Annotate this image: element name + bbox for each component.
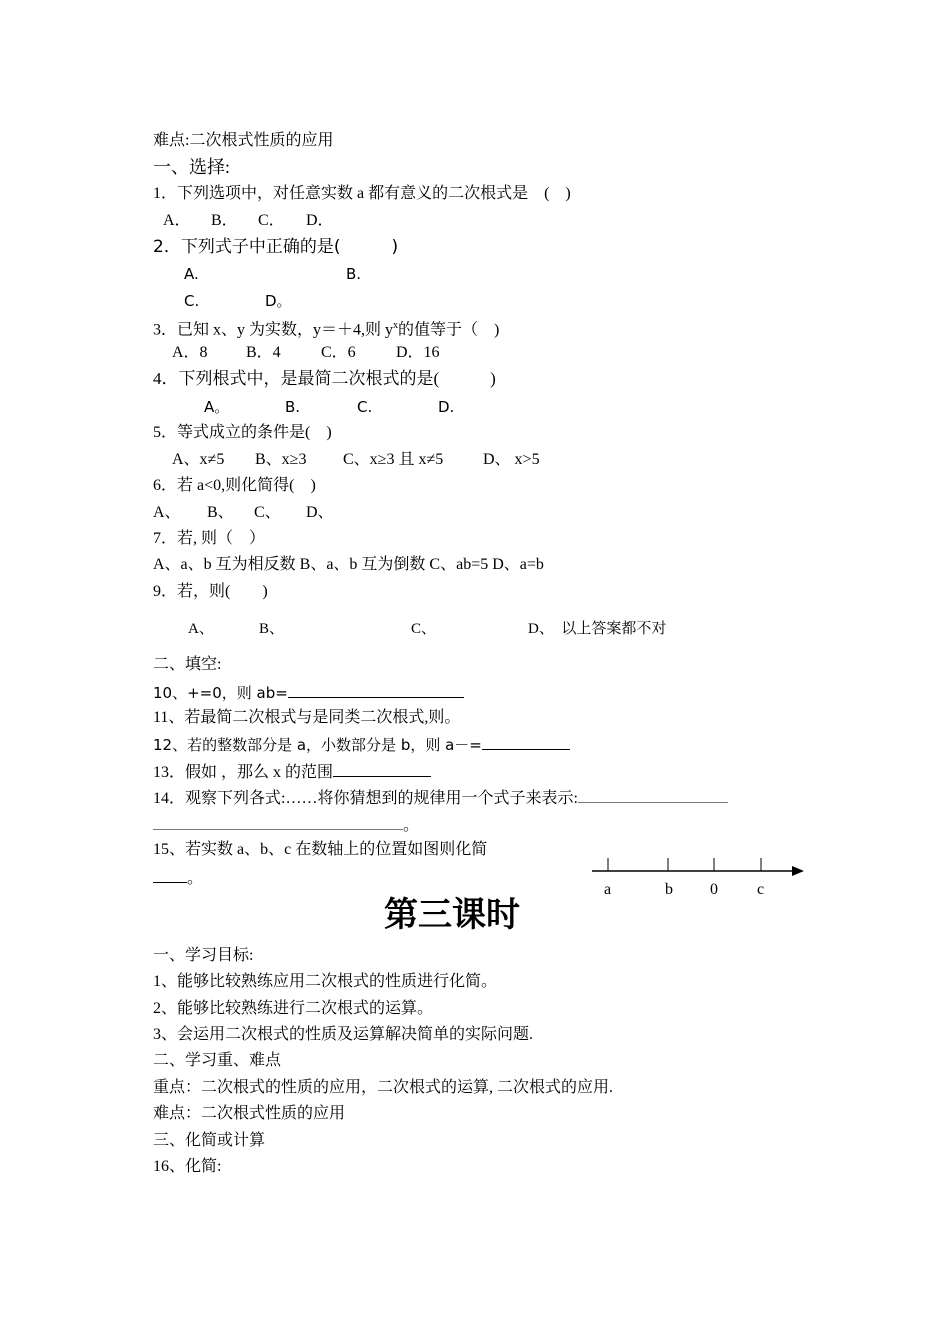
label-c: c xyxy=(757,881,765,898)
intro-difficulty-line: 难点:二次根式性质的应用 xyxy=(153,132,334,149)
q3-option-d: D．16 xyxy=(396,344,440,361)
q14-text: 14．观察下列各式:……将你猜想到的规律用一个式子来表示: xyxy=(153,790,578,807)
question-1: 1．下列选项中，对任意实数 a 都有意义的二次根式是 ( ) xyxy=(153,185,571,202)
q1-option-d: D． xyxy=(306,212,334,229)
q4-option-a: A。 xyxy=(204,398,230,416)
lesson3-heading: 第三课时 xyxy=(384,895,520,935)
q9-option-d: D、 以上答案都不对 xyxy=(528,621,667,637)
goal-1: 1、能够比较熟练应用二次根式的性质进行化简。 xyxy=(153,973,498,990)
q7-options: A、a、b 互为相反数 B、a、b 互为倒数 C、ab=5 D、a=b xyxy=(153,556,544,573)
label-zero: 0 xyxy=(710,881,718,898)
goal-2: 2、能够比较熟练进行二次根式的运算。 xyxy=(153,1000,434,1017)
label-a: a xyxy=(604,881,612,898)
question-16: 16、化简: xyxy=(153,1158,222,1175)
q6-option-d: D、 xyxy=(306,504,334,521)
q14-answer-blank-2[interactable] xyxy=(153,813,403,830)
question-2: 2．下列式子中正确的是( ) xyxy=(153,237,399,257)
q2-option-a: A. xyxy=(184,265,199,283)
q12-answer-blank[interactable] xyxy=(482,733,570,750)
key-points-title: 二、学习重、难点 xyxy=(153,1052,282,1069)
q9-option-b: B、 xyxy=(259,621,285,637)
q3-text-after: 的值等于（ ) xyxy=(398,321,500,339)
q6-option-a: A、 xyxy=(153,504,181,521)
question-3 xyxy=(153,315,499,341)
q1-option-a: A． xyxy=(163,212,191,229)
question-9: 9．若，则( ) xyxy=(153,583,268,600)
q10-text: 10、+=0，则 ab= xyxy=(153,684,288,702)
q3-option-c: C．6 xyxy=(321,344,356,361)
q14-answer-blank[interactable] xyxy=(578,786,728,803)
q1-option-b: B． xyxy=(211,212,238,229)
q3-text-before: 3．已知 x、y 为实数，y＝＋4,则 y xyxy=(153,321,394,339)
question-5: 5．等式成立的条件是( ) xyxy=(153,424,332,441)
q15-end: 。 xyxy=(187,870,204,887)
difficult-point: 难点：二次根式性质的应用 xyxy=(153,1105,346,1122)
q3-option-a: A．8 xyxy=(172,344,208,361)
q12-text: 12、若的整数部分是 a，小数部分是 b，则 a－= xyxy=(153,736,482,754)
question-6: 6．若 a<0,则化简得( ) xyxy=(153,477,316,494)
q4-option-b: B. xyxy=(285,398,301,416)
q9-option-c: C、 xyxy=(411,621,437,637)
number-line-arrow xyxy=(792,866,804,876)
question-14 xyxy=(153,786,728,810)
q2-option-d: D。 xyxy=(265,292,292,310)
q4-option-d: D. xyxy=(438,398,455,416)
q9-option-a: A、 xyxy=(188,621,214,637)
q2-option-b: B. xyxy=(346,265,362,283)
q5-option-a: A、x≠5 xyxy=(172,451,225,468)
q6-option-c: C、 xyxy=(254,504,281,521)
question-10 xyxy=(153,681,464,704)
q5-option-d: D、 x>5 xyxy=(483,451,540,468)
q1-option-c: C． xyxy=(258,212,285,229)
key-point: 重点：二次根式的性质的应用，二次根式的运算, 二次根式的应用. xyxy=(153,1079,614,1096)
question-12 xyxy=(153,733,570,756)
q3-option-b: B．4 xyxy=(246,344,281,361)
q15-answer-blank[interactable] xyxy=(153,866,187,883)
question-13 xyxy=(153,760,431,784)
q10-answer-blank[interactable] xyxy=(288,681,464,698)
q4-option-c: C. xyxy=(357,398,373,416)
goals-title: 一、学习目标: xyxy=(153,947,254,964)
calc-title: 三、化简或计算 xyxy=(153,1132,266,1149)
section2-title: 二、填空: xyxy=(153,656,222,673)
q13-answer-blank[interactable] xyxy=(333,760,431,777)
goal-3: 3、会运用二次根式的性质及运算解决简单的实际问题. xyxy=(153,1026,534,1043)
q3-exponent: x xyxy=(393,320,399,331)
q6-option-b: B、 xyxy=(207,504,234,521)
q14-continuation xyxy=(153,813,419,837)
section1-title: 一、选择: xyxy=(153,157,231,177)
q5-option-b: B、x≥3 xyxy=(255,451,307,468)
q2-option-c: C. xyxy=(184,292,200,310)
q5-option-c: C、x≥3 且 x≠5 xyxy=(343,451,444,468)
q14-end: 。 xyxy=(403,817,420,834)
question-7: 7．若, 则（ ） xyxy=(153,530,266,547)
question-15: 15、若实数 a、b、c 在数轴上的位置如图则化简 xyxy=(153,841,488,858)
question-11: 11、若最简二次根式与是同类二次根式,则。 xyxy=(153,709,461,726)
question-4: 4．下列根式中，是最简二次根式的是( ) xyxy=(153,369,496,388)
q15-continuation xyxy=(153,866,203,890)
label-b: b xyxy=(665,881,673,898)
q13-text: 13．假如 ，那么 x 的范围 xyxy=(153,764,334,781)
